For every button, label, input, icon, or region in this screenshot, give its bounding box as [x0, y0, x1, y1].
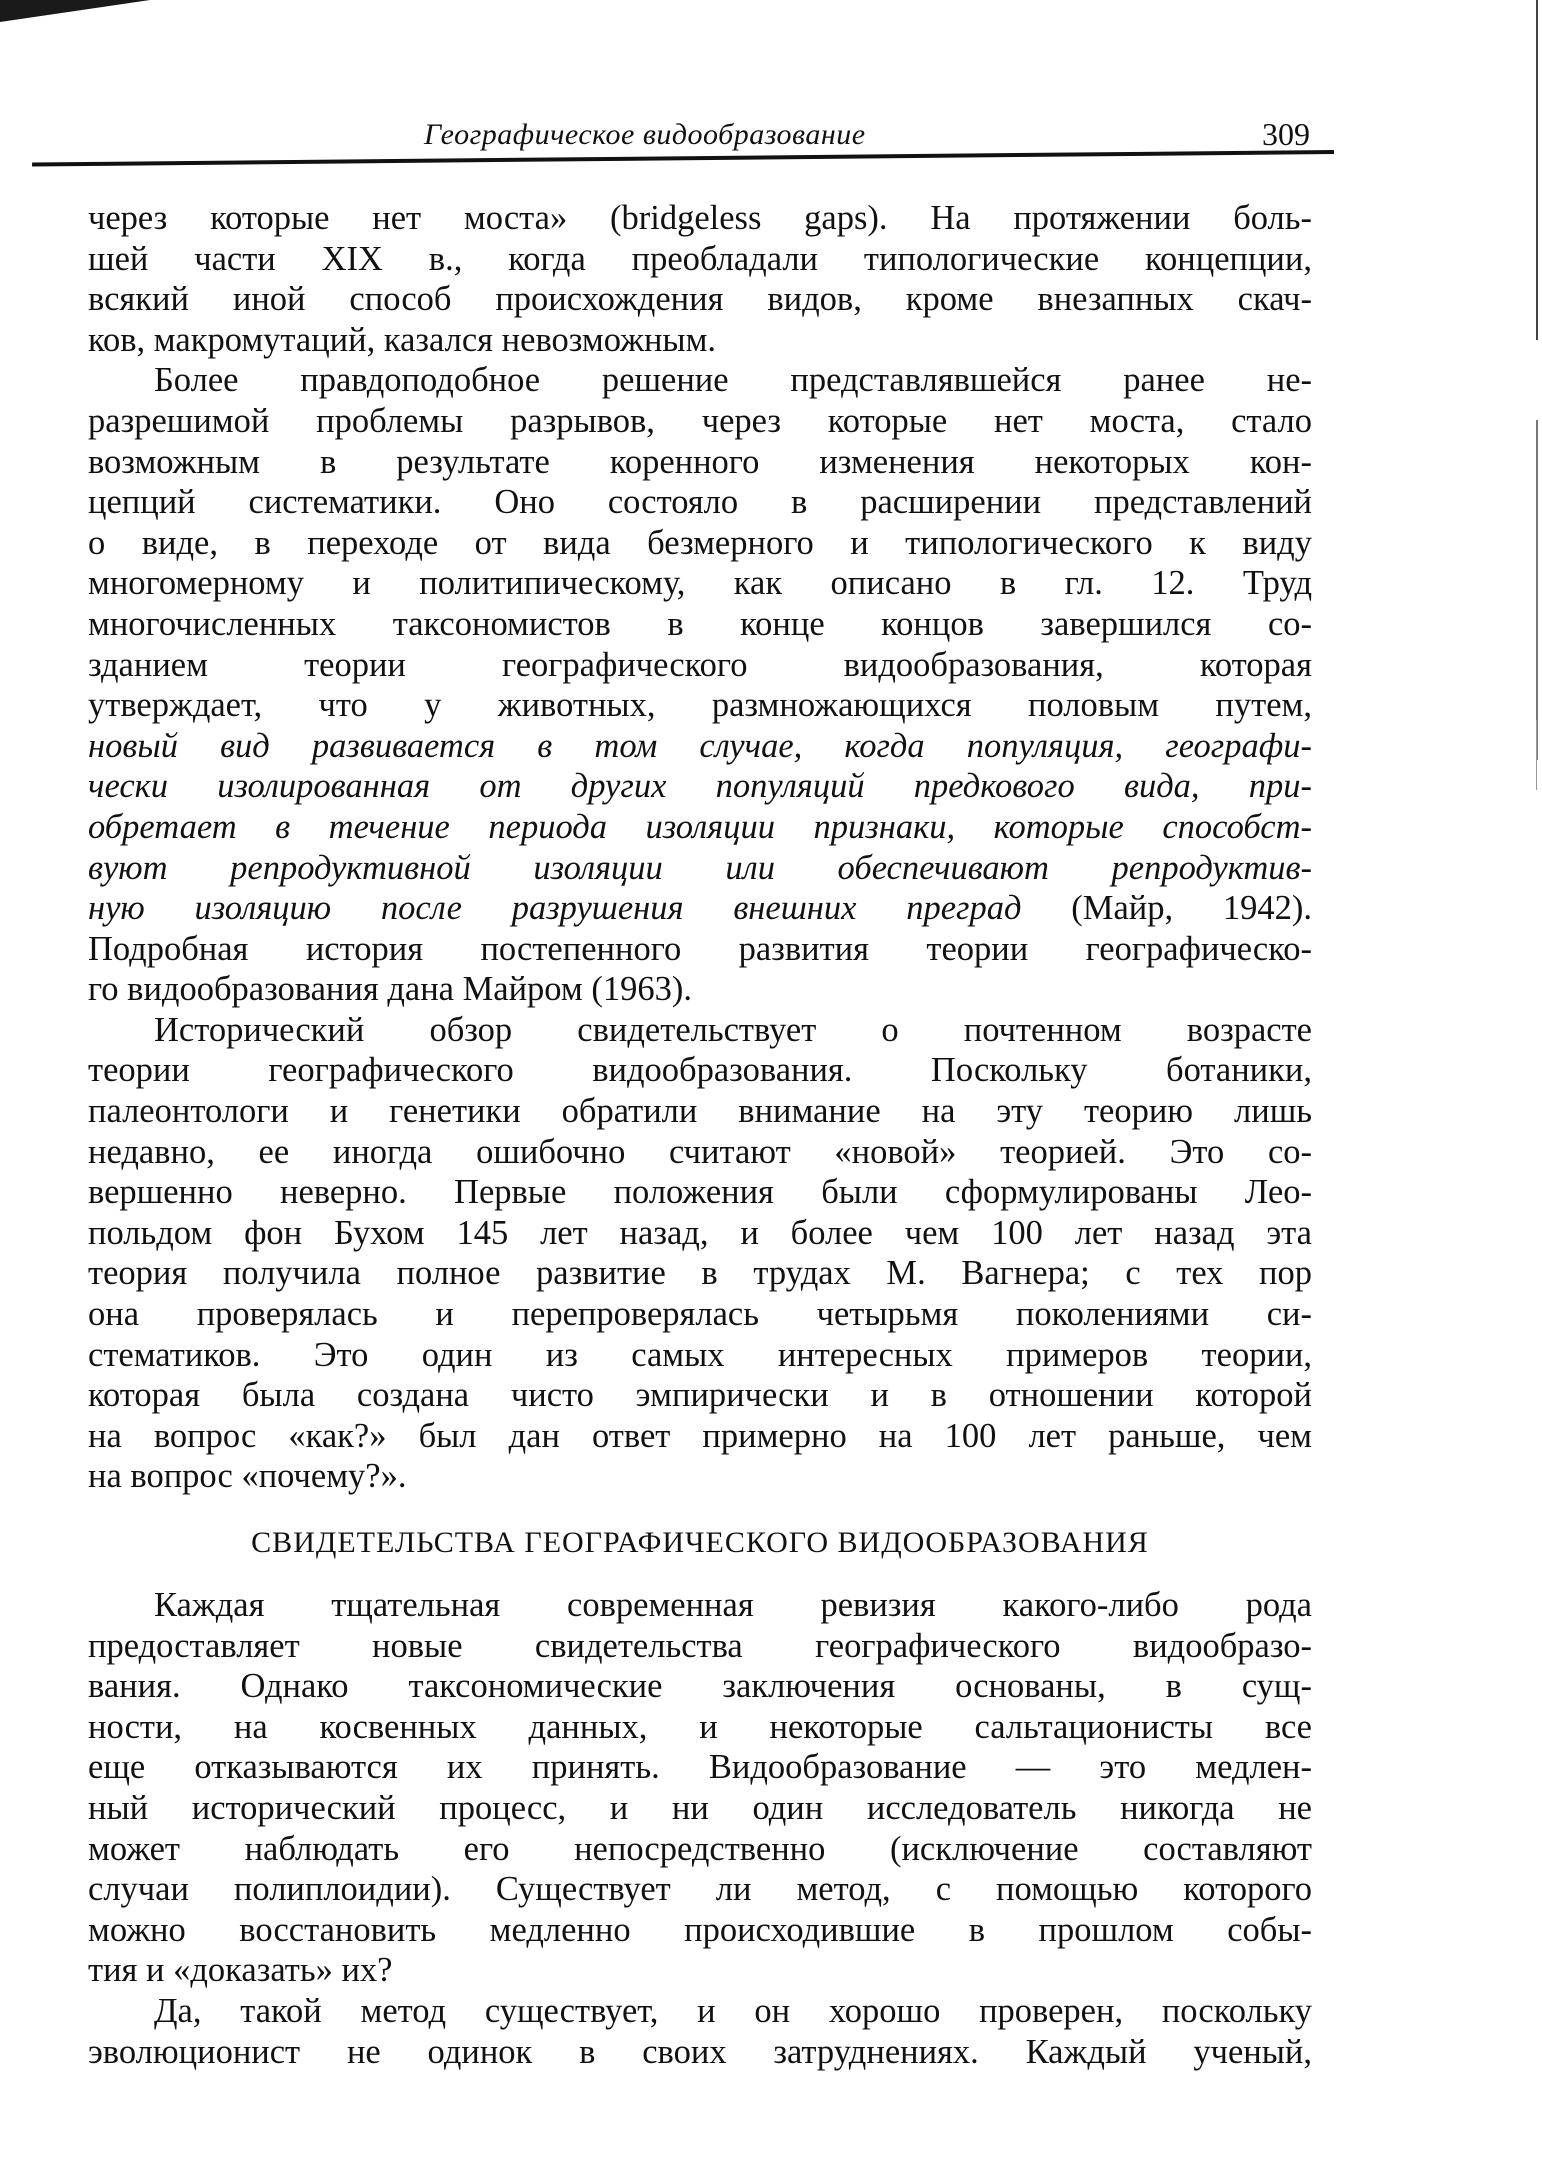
- text-line: ности, на косвенных данных, и некоторые сальтационисты все: [88, 1707, 1312, 1746]
- paragraph: [88, 1585, 1312, 1991]
- text-line: го видообразования дана Майром (1963).: [88, 970, 692, 1009]
- text-line: о виде, в переходе от вида безмерного и типологического к виду: [88, 523, 1312, 562]
- text-line: недавно, ее иногда ошибочно считают «новой» теорией. Это со-: [88, 1132, 1312, 1171]
- text-line: можно восстановить медленно происходившие в прошлом собы-: [88, 1910, 1312, 1949]
- text-line: возможным в результате коренного изменения некоторых кон-: [88, 442, 1312, 481]
- text-line: на вопрос «почему?».: [88, 1457, 407, 1496]
- text-line: шей части XIX в., когда преобладали типологические концепции,: [88, 239, 1312, 278]
- text-line: тия и «доказать» их?: [88, 1951, 393, 1990]
- text-line-emphasis: новый вид развивается в том случае, когда популяция, географи-: [88, 726, 1312, 765]
- text-line: польдом фон Бухом 145 лет назад, и более чем 100 лет назад эта: [88, 1213, 1312, 1252]
- text-line: Подробная история постепенного развития теории географическо-: [88, 929, 1312, 968]
- text-line: случаи полиплоидии). Существует ли метод, с помощью которого: [88, 1870, 1312, 1909]
- text-line: цепций систематики. Оно состояло в расширении представлений: [88, 483, 1312, 522]
- text-line-mixed: [88, 888, 1312, 929]
- text-line: теория получила полное развитие в трудах М. Вагнера; с тех пор: [88, 1254, 1312, 1293]
- scan-edge-line: [1536, 0, 1538, 340]
- text-line: зданием теории географического видообразования, которая: [88, 645, 1312, 684]
- text-line: палеонтологи и генетики обратили внимание на эту теорию лишь: [88, 1092, 1312, 1131]
- paragraph: [88, 198, 1312, 360]
- running-title: Географическое видообразование: [424, 118, 866, 151]
- text-line: еще отказываются их принять. Видообразование — это медлен-: [88, 1748, 1312, 1787]
- text-line: многочисленных таксономистов в конце концов завершился со-: [88, 604, 1312, 643]
- text-line: Каждая тщательная современная ревизия какого-либо рода: [154, 1586, 1312, 1624]
- text-line: предоставляет новые свидетельства географического видообразо-: [88, 1626, 1312, 1665]
- page-number: 309: [1262, 116, 1310, 152]
- text-line: стематиков. Это один из самых интересных примеров теории,: [88, 1335, 1312, 1374]
- text-line-emphasis: обретает в течение периода изоляции признаки, которые способст-: [88, 807, 1312, 846]
- text-line: ный исторический процесс, и ни один исследователь никогда не: [88, 1788, 1312, 1827]
- text-line: утверждает, что у животных, размножающихся половым путем,: [88, 686, 1312, 725]
- page-body: [88, 198, 1312, 2072]
- scan-edge-line: [1536, 420, 1538, 760]
- text-line: Исторический обзор свидетельствует о почтенном возрасте: [154, 1010, 1312, 1049]
- scan-edge-line: [1536, 720, 1537, 790]
- text-line: Более правдоподобное решение представлявшейся ранее не-: [154, 361, 1312, 400]
- text-line: на вопрос «как?» был дан ответ примерно на 100 лет раньше, чем: [88, 1416, 1312, 1455]
- scan-corner-artifact: [0, 0, 150, 22]
- text-line: которая была создана чисто эмпирически и в отношении которой: [88, 1376, 1312, 1415]
- text-line: может наблюдать его непосредственно (исключение составляют: [88, 1829, 1312, 1868]
- citation: (Майр, 1942).: [1071, 889, 1313, 928]
- text-line: вершенно неверно. Первые положения были сформулированы Лео-: [88, 1173, 1312, 1212]
- text-line: всякий иной способ происхождения видов, кроме внезапных скач-: [88, 280, 1312, 319]
- text-line: вания. Однако таксономические заключения основаны, в сущ-: [88, 1667, 1312, 1706]
- text-line-emphasis: чески изолированная от других популяций предкового вида, при-: [88, 767, 1312, 806]
- text-line-emphasis: вуют репродуктивной изоляции или обеспечивают репродуктив-: [88, 848, 1312, 887]
- paragraph: [88, 1010, 1312, 1497]
- emphasis-text: ную изоляцию после разрушения внешних преград: [88, 889, 1022, 928]
- paragraph: [88, 1991, 1312, 2072]
- text-line: ков, макромутаций, казался невозможным.: [88, 320, 717, 359]
- section-heading: СВИДЕТЕЛЬСТВА ГЕОГРАФИЧЕСКОГО ВИДООБРАЗОВАНИЯ: [251, 1526, 1149, 1559]
- text-line: разрешимой проблемы разрывов, через которые нет моста, стало: [88, 401, 1312, 440]
- text-line: Да, такой метод существует, и он хорошо проверен, поскольку: [154, 1991, 1312, 2030]
- text-line: через которые нет моста» (bridgeless gaps). На протяжении боль-: [88, 199, 1312, 237]
- text-line: она проверялась и перепроверялась четырьмя поколениями си-: [88, 1295, 1312, 1334]
- text-line: теории географического видообразования. Поскольку ботаники,: [88, 1051, 1312, 1090]
- text-line: многомерному и политипическому, как описано в гл. 12. Труд: [88, 564, 1312, 603]
- paragraph: [88, 360, 1312, 1010]
- text-line: эволюционист не одинок в своих затруднениях. Каждый ученый,: [88, 2032, 1312, 2071]
